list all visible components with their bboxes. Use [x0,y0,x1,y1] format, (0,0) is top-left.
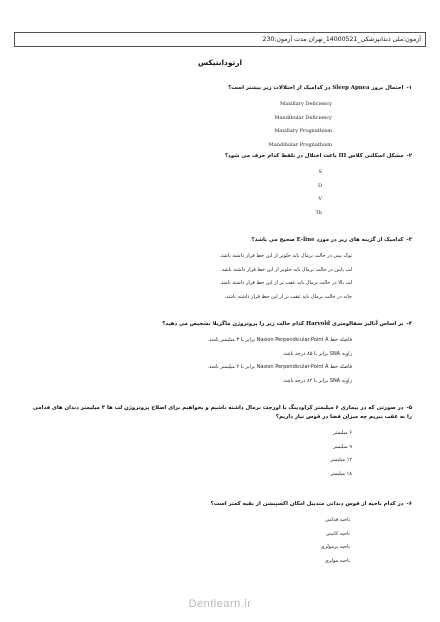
question-1-stem-term: Sleep Apnea [332,85,370,91]
question-2-stem-text-end: باعث اختلال در تلفظ کدام حرف می شود؟ [224,153,339,159]
question-3-options [28,250,412,304]
question-3-stem [28,236,412,245]
question-5-options [28,427,412,481]
option[interactable]: ناحیه کانینی [325,530,350,537]
option[interactable]: Mandibular Prognathism [268,141,332,148]
option[interactable]: Maxillary Prognathism [274,128,332,135]
question-2-stem-text: مشکل اسکلتی کلاس [346,153,404,159]
option[interactable]: ۹ میلیمتر [333,443,352,450]
option[interactable]: Maxillary Deficiency [279,101,332,107]
question-4 [28,320,412,388]
question-2-stem-term: III [338,153,347,159]
option[interactable]: D [317,182,322,189]
question-2-stem [28,152,412,161]
question-6 [28,500,412,568]
question-1-options [28,98,412,152]
question-1-number: ۱- [406,85,412,91]
question-6-stem-text: در کدام ناحیه از قوس دندانی متدیبل امکان اکسپنشن از بقیه کمتر است؟ [210,501,404,507]
question-2-options [28,166,412,220]
option[interactable]: چانه در حالت نرمال باید عقب تر از این خط قرار داشته باشد. [224,293,352,300]
question-3-stem-text: کدامیک از گزینه های زیر در مورد [314,237,404,243]
watermark: Dentlearn.ir [188,598,252,610]
question-4-options [28,334,412,388]
option[interactable]: ناحیه قدامی [324,517,350,523]
option[interactable]: فاصله خط Nasion Perpendicular-Point A برابر با ۳ میلیمتر باشد. [207,337,352,343]
exam-header-text: آزمون:ملی دندانپزشکی_14000521_تهران مدت آزمون:230 [262,36,421,43]
question-4-stem-term: Harvold [306,321,331,327]
question-6-stem [28,500,412,509]
option[interactable]: ۱۲ میلیمتر [330,457,352,464]
question-4-stem-text-end: کدام حالت زیر را پروتروژن ماگزیلا تشخیص می دهید؟ [162,321,307,327]
question-5-stem-text: در صورتی که در بیماری ۶ میلیمتر کراودینگ با اورجت نرمال داشته باشیم و بخواهیم برای اصلاح پروتروژن لب ها ۳ میلیمتر دندان های قدامی را به عقب ببریم چه میزان فضا در قوس نیاز داریم؟ [32,405,412,420]
option[interactable]: Mandibular Deficiency [274,114,332,121]
option[interactable]: Th [315,209,322,216]
question-3-stem-term: E-line [296,237,315,243]
question-4-stem [28,320,412,329]
question-2-number: ۲- [406,153,412,159]
question-6-options [28,514,412,568]
question-1-stem-text: احتمال بروز [369,85,404,91]
option[interactable]: V [318,196,322,203]
question-5 [28,404,412,481]
option[interactable]: لب بالا در حالت نرمال باید عقب تر از این خط قرار داشته باشد. [219,280,352,287]
option[interactable]: ۱۸ میلیمتر [330,470,352,477]
question-1 [28,84,412,152]
question-3 [28,236,412,304]
question-5-number: ۵- [406,405,412,411]
question-5-stem [28,404,412,422]
question-2 [28,152,412,220]
section-title: ارتودانتیکس [197,58,243,67]
option[interactable]: زاویه SNA برابر با ۸۵ درجه باشد. [282,350,352,357]
option[interactable]: لب پایین در حالت نرمال باید جلوتر از این خط قرار داشته باشد. [220,266,352,273]
question-1-stem-text-end: در کدامیک از اختلالات زیر بیشتر است؟ [228,85,333,91]
question-3-number: ۳- [406,237,412,243]
question-4-stem-text: بر اساس آنالیز سفالومتری [330,321,404,327]
option[interactable]: نوک بینی در حالت نرمال باید جلوتر از این خط قرار داشته باشد. [219,253,352,259]
question-3-stem-text-end: صحیح می باشد؟ [251,237,297,243]
option[interactable]: ناحیه مولری [324,557,350,564]
option[interactable]: فاصله خط Nasion Perpendicular-Point A برابر با ۲ میلیمتر باشد. [207,364,352,371]
question-1-stem [28,84,412,93]
option[interactable]: ناحیه پرمولری [320,544,350,551]
exam-header [14,32,426,47]
option[interactable]: ۶ میلیمتر [333,430,352,436]
option[interactable]: زاویه SNA برابر با ۸۲ درجه باشد. [282,377,352,384]
option[interactable]: S [318,169,322,175]
question-6-number: ۶- [406,501,412,507]
question-4-number: ۴- [406,321,412,327]
